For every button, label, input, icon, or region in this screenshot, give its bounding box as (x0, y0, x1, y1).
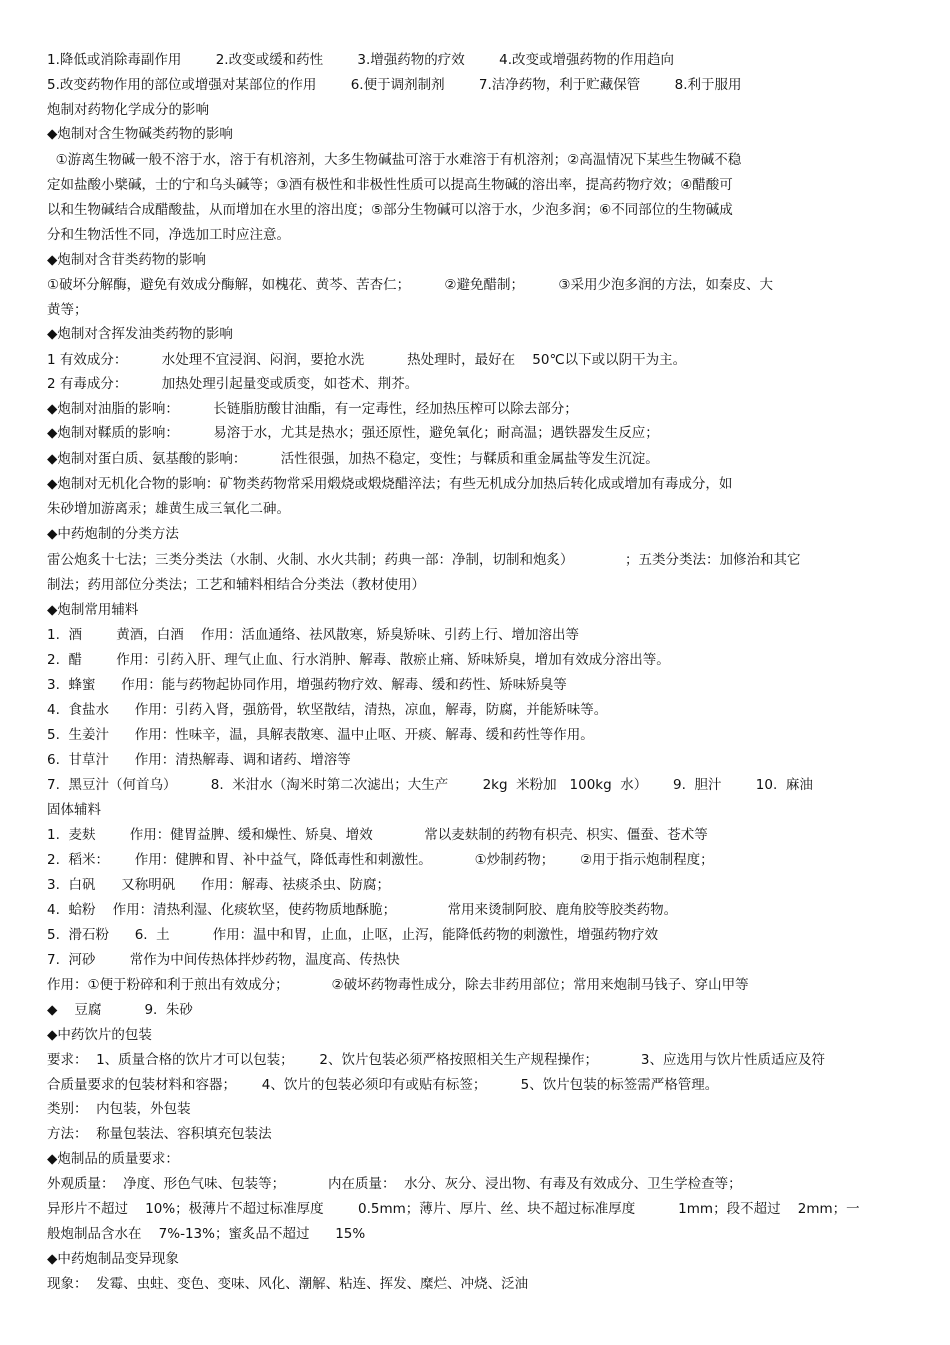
text-line: 异形片不超过 10%；极薄片不超过标准厚度 0.5mm；薄片、厚片、丝、块不超过标准厚度 1mm；段不超过 2mm；一 (47, 1201, 860, 1217)
text-line: 1. 酒 黄酒，白酒 作用：活血通络、祛风散寒，矫臭矫味、引药上行、增加溶出等 (47, 627, 579, 643)
text-line: ◆炮制对鞣质的影响： 易溶于水，尤其是热水；强还原性，避免氧化；耐高温；遇铁器发生反应； (47, 425, 659, 441)
text-line: 以和生物碱结合成醋酸盐，从而增加在水里的溶出度；⑤部分生物碱可以溶于水，少泡多润；⑥不同部位的生物碱成 (47, 202, 733, 218)
text-line: ◆中药炮制的分类方法 (47, 526, 179, 542)
text-line: 5.改变药物作用的部位或增强对某部位的作用 6.便于调剂制剂 7.洁净药物，利于贮藏保管 8.利于服用 (47, 77, 742, 93)
text-line: 合质量要求的包装材料和容器； 4、饮片的包装必须印有或贴有标签； 5、饮片包装的标签需严格管理。 (47, 1077, 719, 1093)
text-line: ①游离生物碱一般不溶于水，溶于有机溶剂，大多生物碱盐可溶于水难溶于有机溶剂；②高温情况下某些生物碱不稳 (47, 152, 742, 168)
text-line: ◆炮制对蛋白质、氨基酸的影响： 活性很强，加热不稳定，变性；与鞣质和重金属盐等发生沉淀。 (47, 451, 659, 467)
text-line: 2. 醋 作用：引药入肝、理气止血、行水消肿、解毒、散瘀止痛、矫味矫臭，增加有效成分溶出等。 (47, 652, 670, 668)
text-line: 7. 河砂 常作为中间传热体拌炒药物，温度高、传热快 (47, 952, 400, 968)
text-line: 外观质量： 净度、形色气味、包装等； 内在质量： 水分、灰分、浸出物、有毒及有效成分、卫生学检查等； (47, 1176, 742, 1192)
text-line: 要求： 1、质量合格的饮片才可以包装； 2、饮片包装必须严格按照相关生产规程操作； 3、应选用与饮片性质适应及符 (47, 1052, 826, 1068)
text-line: 般炮制品含水在 7%-13%；蜜炙品不超过 15% (47, 1226, 366, 1242)
text-line: 1 有效成分： 水处理不宜浸润、闷润，要抢水洗 热处理时，最好在 50℃以下或以阴干为主。 (47, 352, 687, 368)
text-line: ◆炮制对含苷类药物的影响 (47, 252, 206, 268)
text-line: 朱砂增加游离汞；雄黄生成三氧化二砷。 (47, 501, 290, 517)
text-line: 5. 滑石粉 6. 土 作用：温中和胃，止血，止呕，止泻，能降低药物的刺激性，增强药物疗效 (47, 927, 659, 943)
text-line: 4. 蛤粉 作用：清热利湿、化痰软坚，使药物质地酥脆； 常用来烫制阿胶、鹿角胶等胶类药物。 (47, 902, 678, 918)
text-line: ◆炮制对含挥发油类药物的影响 (47, 326, 233, 342)
text-line: 定如盐酸小檗碱，士的宁和乌头碱等；③酒有极性和非极性性质可以提高生物碱的溶出率，提高药物疗效；④醋酸可 (47, 177, 733, 193)
text-line: ◆炮制对含生物碱类药物的影响 (47, 126, 233, 142)
text-line: 现象： 发霉、虫蛀、变色、变味、风化、潮解、粘连、挥发、糜烂、冲烧、泛油 (47, 1276, 529, 1292)
text-line: ◆炮制对油脂的影响： 长链脂肪酸甘油酯，有一定毒性，经加热压榨可以除去部分； (47, 401, 578, 417)
text-line: ◆炮制品的质量要求： (47, 1151, 179, 1167)
text-line: ◆ 豆腐 9. 朱砂 (47, 1002, 193, 1018)
text-line: 分和生物活性不同，净选加工时应注意。 (47, 227, 290, 243)
text-line: 1.降低或消除毒副作用 2.改变或缓和药性 3.增强药物的疗效 4.改变或增强药物的作用趋向 (47, 52, 675, 68)
text-line: 5. 生姜汁 作用：性味辛，温，具解表散寒、温中止呕、开痰、解毒、缓和药性等作用。 (47, 727, 594, 743)
text-line: 4. 食盐水 作用：引药入肾，强筋骨，软坚散结，清热，凉血，解毒，防腐，并能矫味等。 (47, 702, 608, 718)
text-line: 3. 白矾 又称明矾 作用：解毒、祛痰杀虫、防腐； (47, 877, 390, 893)
text-line: 炮制对药物化学成分的影响 (47, 102, 209, 118)
text-line: 雷公炮炙十七法；三类分类法（水制、火制、水火共制；药典一部：净制，切制和炮炙） ；五类分类法：加修治和其它 (47, 552, 801, 568)
text-line: 制法；药用部位分类法；工艺和辅料相结合分类法（教材使用） (47, 577, 425, 593)
text-line: 7. 黑豆汁（何首乌） 8. 米泔水（淘米时第二次滤出；大生产 2kg 米粉加 100kg 水） 9. 胆汁 10. 麻油 (47, 777, 813, 793)
text-line: 2. 稻米： 作用：健脾和胃、补中益气，降低毒性和刺激性。 ①炒制药物； ②用于指示炮制程度； (47, 852, 714, 868)
text-line: ◆中药饮片的包装 (47, 1027, 152, 1043)
text-line: 类别： 内包装，外包装 (47, 1101, 191, 1117)
text-line: ◆炮制对无机化合物的影响：矿物类药物常采用煅烧或煅烧醋淬法；有些无机成分加热后转化成或增加有毒成分，如 (47, 476, 733, 492)
text-line: 固体辅料 (47, 802, 101, 818)
text-line: 3. 蜂蜜 作用：能与药物起协同作用，增强药物疗效、解毒、缓和药性、矫味矫臭等 (47, 677, 567, 693)
text-line: 6. 甘草汁 作用：清热解毒、调和诸药、增溶等 (47, 752, 351, 768)
text-line: 1. 麦麸 作用：健胃益脾、缓和燥性、矫臭、增效 常以麦麸制的药物有枳壳、枳实、僵蚕、苍术等 (47, 827, 708, 843)
text-line: ◆炮制常用辅料 (47, 602, 139, 618)
text-line: ①破坏分解酶，避免有效成分酶解，如槐花、黄芩、苦杏仁； ②避免醋制； ③采用少泡多润的方法，如秦皮、大 (47, 277, 773, 293)
text-line: 作用：①便于粉碎和利于煎出有效成分； ②破坏药物毒性成分，除去非药用部位；常用来炮制马钱子、穿山甲等 (47, 977, 749, 993)
text-line: 黄等； (47, 302, 88, 318)
text-line: 方法： 称量包装法、容积填充包装法 (47, 1126, 272, 1142)
text-line: ◆中药炮制品变异现象 (47, 1251, 179, 1267)
text-line: 2 有毒成分： 加热处理引起量变或质变，如苍术、荆芥。 (47, 376, 419, 392)
